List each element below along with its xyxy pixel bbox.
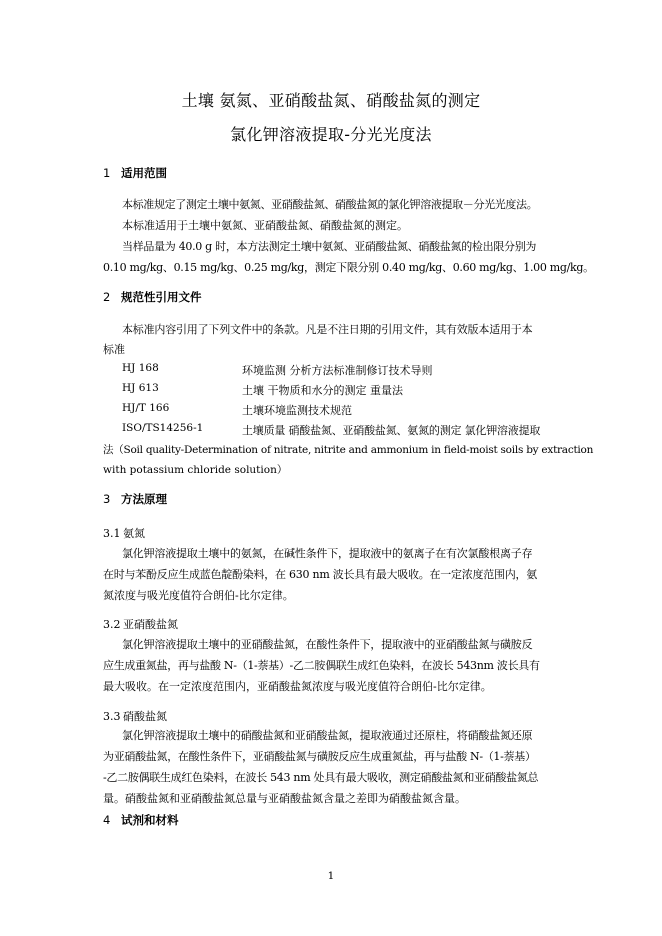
section-1-heading bbox=[103, 165, 167, 181]
subsection-number: 3.3 bbox=[103, 710, 121, 723]
reference-code: ISO/TS14256-1 bbox=[122, 422, 204, 434]
paragraph-line: 为亚硝酸盐氮，在酸性条件下，亚硝酸盐氮与磺胺反应生成重氮盐，再与盐酸 N-（1-萘基） bbox=[103, 750, 536, 763]
paragraph-line: 应生成重氮盐，再与盐酸 N-（1-萘基）-乙二胺偶联生成红色染料，在波长 543nm 波长具有 bbox=[103, 659, 540, 672]
section-3-heading bbox=[103, 491, 167, 507]
section-number: 3 bbox=[103, 492, 111, 506]
subsection-3-1-heading bbox=[103, 525, 145, 541]
document-title: 土壤 氨氮、亚硝酸盐氮、硝酸盐氮的测定 bbox=[181, 91, 481, 110]
paragraph-line: 氯化钾溶液提取土壤中的硝酸盐氮和亚硝酸盐氮，提取液通过还原柱，将硝酸盐氮还原 bbox=[122, 729, 533, 742]
paragraph-line: 量。硝酸盐氮和亚硝酸盐氮总量与亚硝酸盐氮含量之差即为硝酸盐氮含量。 bbox=[103, 792, 466, 805]
reference-english-title: with potassium chloride solution） bbox=[103, 464, 288, 476]
section-4-heading bbox=[103, 812, 179, 828]
subsection-3-3-heading bbox=[103, 708, 167, 724]
reference-title: 土壤质量 硝酸盐氮、亚硝酸盐氮、氨氮的测定 氯化钾溶液提取 bbox=[242, 424, 541, 437]
subsection-title: 硝酸盐氮 bbox=[123, 710, 167, 723]
paragraph-line: 当样品量为 40.0 g 时，本方法测定土壤中氨氮、亚硝酸盐氮、硝酸盐氮的检出限分别为 bbox=[122, 240, 537, 253]
subsection-3-2-heading bbox=[103, 616, 178, 632]
reference-code: HJ 613 bbox=[122, 382, 159, 394]
section-number: 1 bbox=[103, 166, 111, 180]
subsection-number: 3.2 bbox=[103, 618, 121, 631]
paragraph-line: 氮浓度与吸光度值符合朗伯-比尔定律。 bbox=[103, 589, 294, 602]
page-number: 1 bbox=[327, 870, 335, 882]
section-number: 4 bbox=[103, 813, 111, 827]
paragraph-line: 最大吸收。在一定浓度范围内，亚硝酸盐氮浓度与吸光度值符合朗伯-比尔定律。 bbox=[103, 680, 492, 693]
subsection-title: 亚硝酸盐氮 bbox=[123, 618, 178, 631]
reference-code: HJ 168 bbox=[122, 362, 159, 374]
paragraph-line: 在时与苯酚反应生成蓝色靛酚染料，在 630 nm 波长具有最大吸收。在一定浓度范围内，氨 bbox=[103, 568, 537, 581]
paragraph-line: 本标准内容引用了下列文件中的条款。凡是不注日期的引用文件，其有效版本适用于本 bbox=[122, 323, 533, 336]
section-title: 适用范围 bbox=[121, 166, 167, 180]
subsection-title: 氨氮 bbox=[123, 527, 145, 540]
paragraph-line: -乙二胺偶联生成红色染料，在波长 543 nm 处具有最大吸收，测定硝酸盐氮和亚硝酸盐氮总 bbox=[103, 771, 539, 784]
paragraph-line: 氯化钾溶液提取土壤中的亚硝酸盐氮，在酸性条件下，提取液中的亚硝酸盐氮与磺胺反 bbox=[122, 638, 533, 651]
section-title: 规范性引用文件 bbox=[121, 290, 202, 304]
reference-title: 环境监测 分析方法标准制修订技术导则 bbox=[242, 364, 433, 377]
paragraph-line: 标准 bbox=[103, 343, 125, 356]
section-number: 2 bbox=[103, 290, 111, 304]
reference-title: 土壤 干物质和水分的测定 重量法 bbox=[242, 384, 403, 397]
reference-code: HJ/T 166 bbox=[122, 402, 170, 414]
section-title: 方法原理 bbox=[121, 492, 167, 506]
paragraph-line: 本标准规定了测定土壤中氨氮、亚硝酸盐氮、硝酸盐氮的氯化钾溶液提取－分光光度法。 bbox=[122, 198, 538, 211]
paragraph-line: 本标准适用于土壤中氨氮、亚硝酸盐氮、硝酸盐氮的测定。 bbox=[122, 219, 408, 232]
paragraph-line: 氯化钾溶液提取土壤中的氨氮，在碱性条件下，提取液中的氨离子在有次氯酸根离子存 bbox=[122, 547, 533, 560]
section-2-heading bbox=[103, 289, 202, 305]
paragraph-line: 0.10 mg/kg、0.15 mg/kg、0.25 mg/kg，测定下限分别 0.40 mg/kg、0.60 mg/kg、1.00 mg/kg。 bbox=[103, 261, 594, 274]
document-subtitle: 氯化钾溶液提取-分光光度法 bbox=[230, 125, 432, 144]
subsection-number: 3.1 bbox=[103, 527, 121, 540]
reference-title: 土壤环境监测技术规范 bbox=[242, 404, 352, 417]
section-title: 试剂和材料 bbox=[121, 813, 179, 827]
reference-english-title: 法（Soil quality-Determination of nitrate, nitrite and ammonium in field-moist soils by extraction bbox=[103, 444, 594, 456]
